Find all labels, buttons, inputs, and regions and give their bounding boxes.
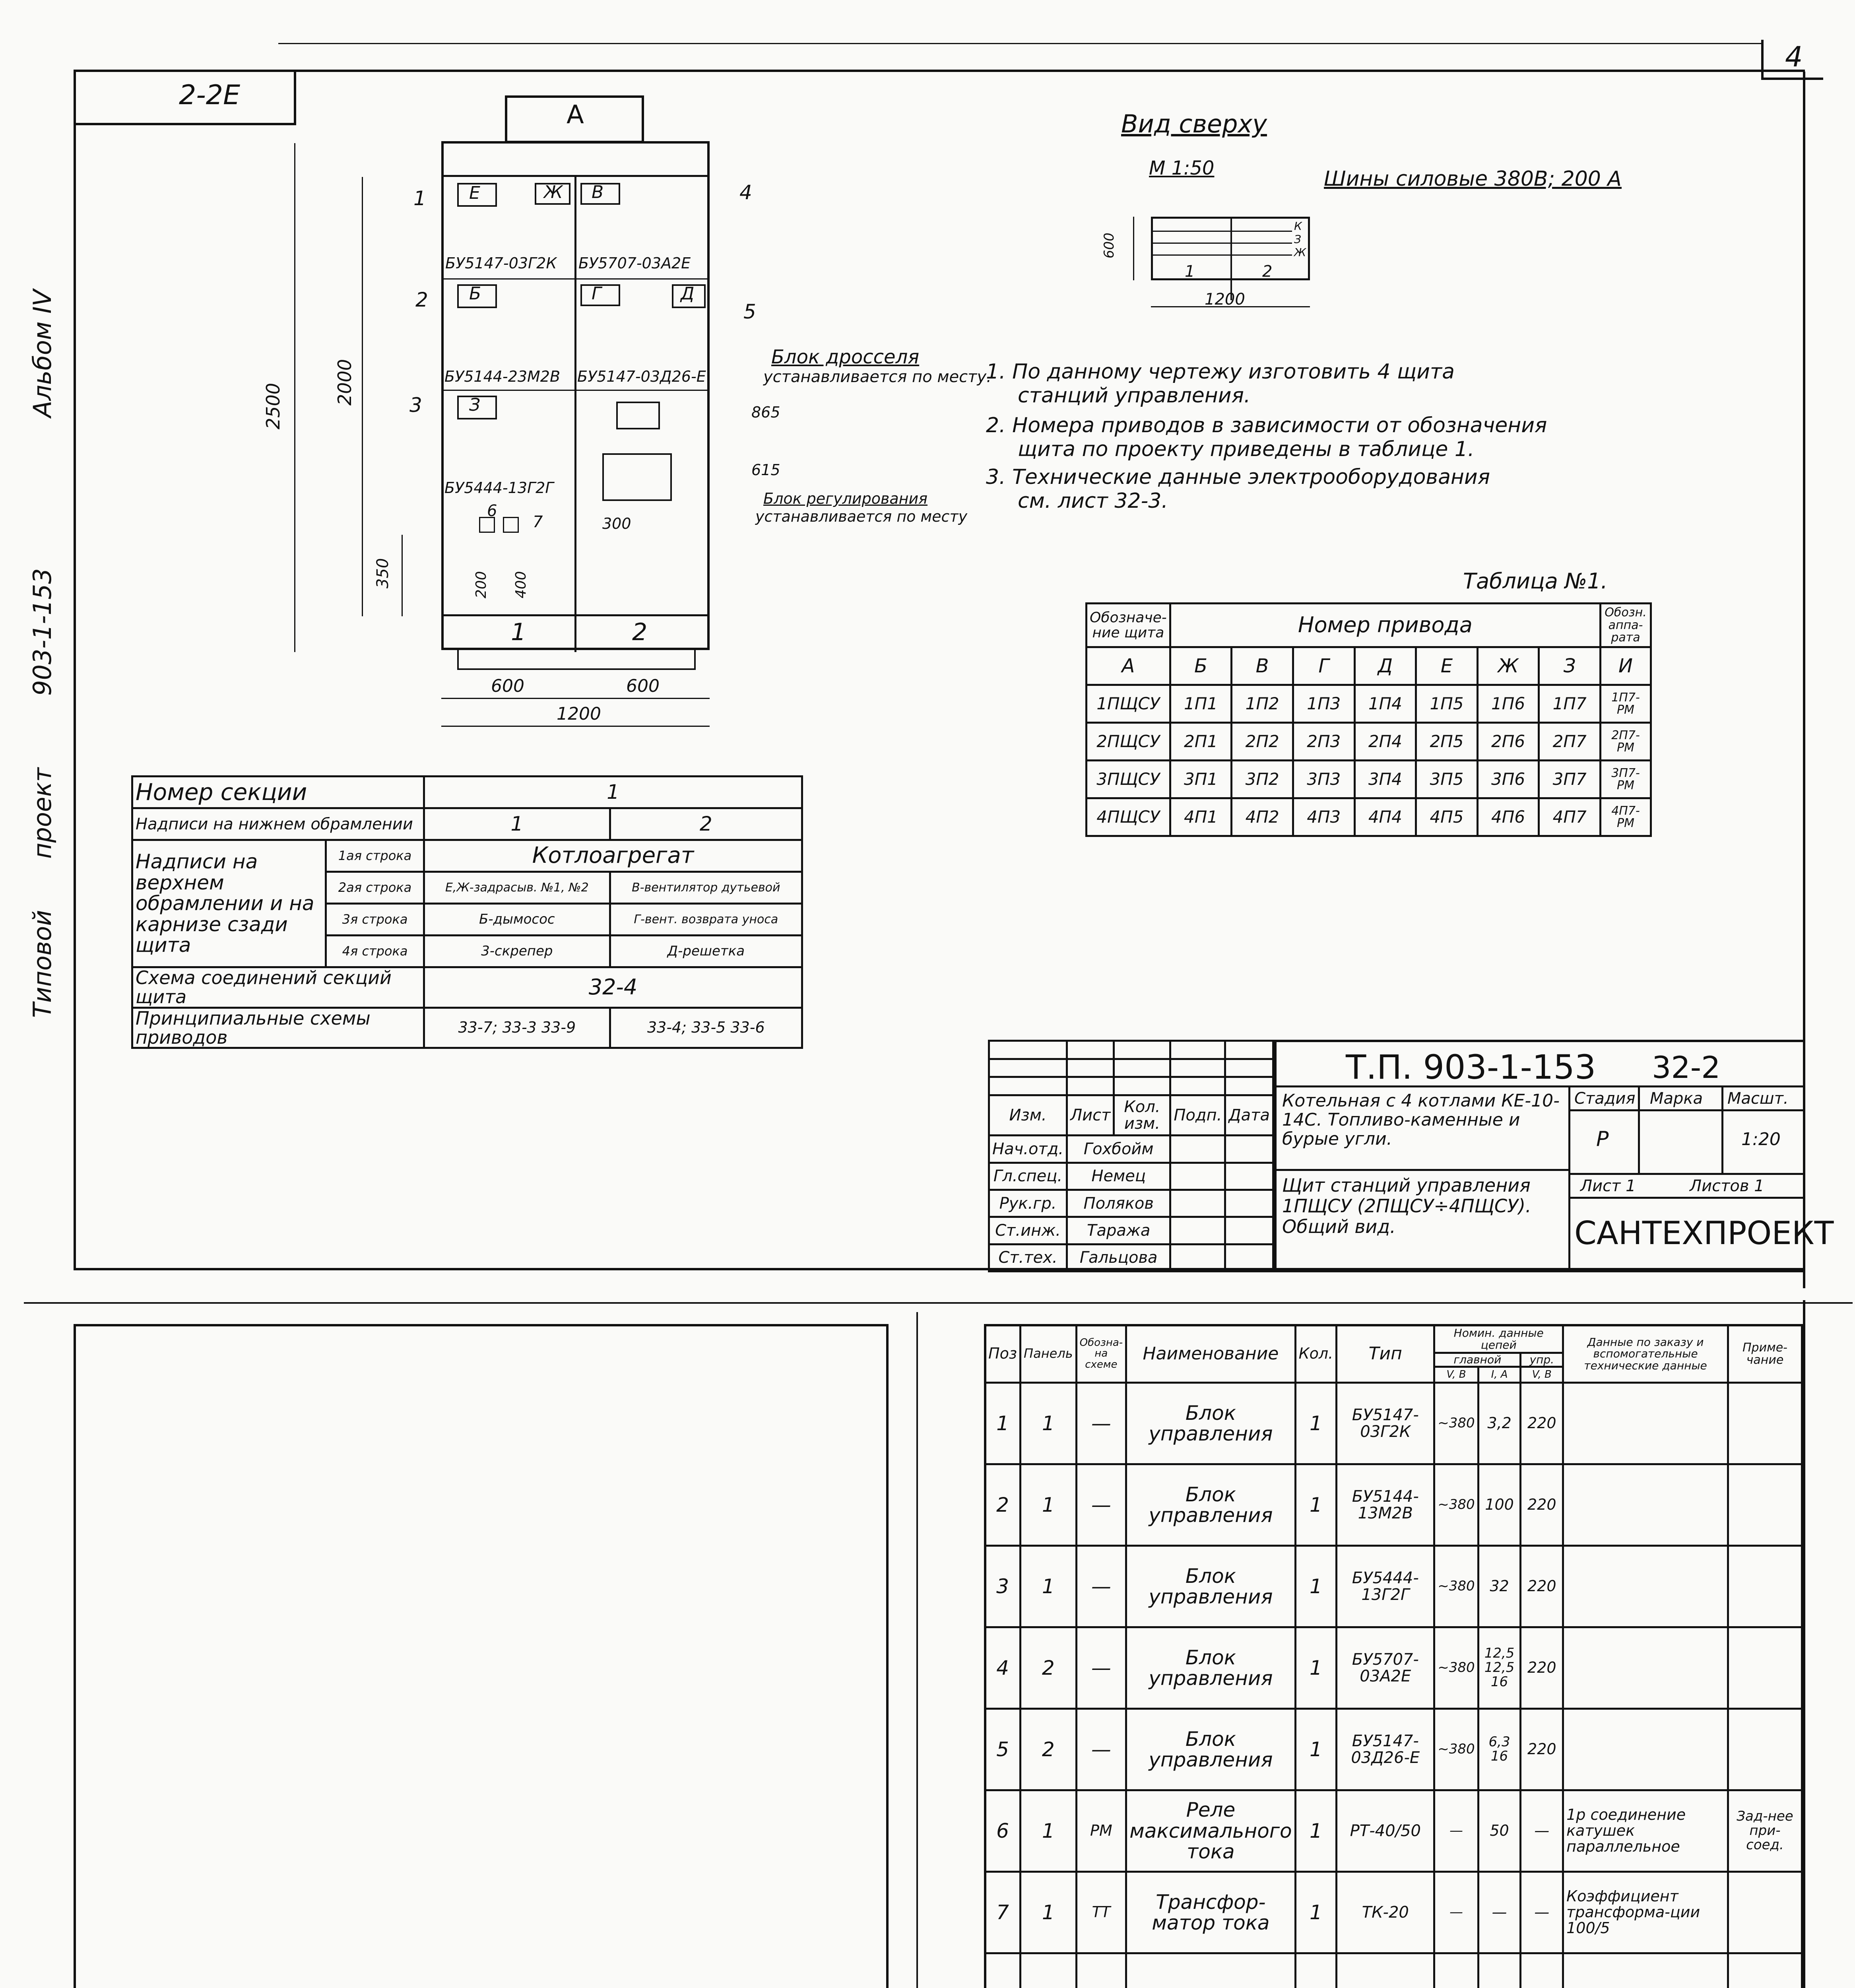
spec-cell: — xyxy=(1076,1546,1126,1627)
section-table xyxy=(131,775,803,1049)
spec-cell xyxy=(1563,1383,1728,1464)
row-label: 3я строка xyxy=(326,904,424,936)
table1-cell: 1ПЩСУ xyxy=(1087,685,1170,723)
table1-h-drive: Номер привода xyxy=(1170,604,1600,647)
table1-col: Г xyxy=(1293,647,1354,685)
bus-label-z: З xyxy=(1294,233,1301,246)
spec-cell: 220 xyxy=(1521,1464,1563,1546)
spec-cell: ~380 xyxy=(1434,1709,1478,1790)
spec-cell: 2 xyxy=(1021,1627,1077,1709)
spec-cell: Блок управления xyxy=(1126,1709,1295,1790)
spec-row xyxy=(985,1627,1802,1709)
lower-label: Надписи на нижнем обрамлении xyxy=(132,808,424,840)
spec-cell: БУ5147-03Д26-Е xyxy=(1337,1709,1434,1790)
dim-350-line xyxy=(402,535,403,616)
spec-table xyxy=(984,1324,1803,1988)
sheet-right-border-bottom xyxy=(1803,1300,1805,1988)
dim-1200: 1200 xyxy=(557,704,601,724)
bus-label-zh: Ж xyxy=(1294,246,1306,259)
cell-d-label: Д xyxy=(681,283,695,304)
table1-cell: 3П2 xyxy=(1232,761,1293,798)
row-value: 3-скрепер xyxy=(424,936,610,967)
spec-h-panel: Панель xyxy=(1021,1325,1077,1383)
spec-cell: 32 xyxy=(1478,1546,1521,1627)
table1-cell: 2П4 xyxy=(1354,723,1416,761)
callout-5: 5 xyxy=(743,300,756,323)
table1-title: Таблица №1. xyxy=(1463,569,1608,594)
spec-cell: 7 xyxy=(985,1872,1021,1953)
spec-h-a: I, А xyxy=(1478,1367,1521,1383)
spec-cell: Трансфор-матор тока xyxy=(1126,1872,1295,1953)
table1-cell: 3П1 xyxy=(1170,761,1232,798)
spec-cell: 2 xyxy=(985,1464,1021,1546)
section-h: Номер секции xyxy=(132,777,424,808)
table1-h-designation: Обозначе-ние щита xyxy=(1087,604,1170,647)
note-2: 2. Номера приводов в зависимости от обозначения xyxy=(986,414,1547,437)
spec-cell: 1 xyxy=(1295,1790,1337,1872)
sheet-code-label: 2-2Е xyxy=(179,80,241,111)
stamp1-rule-3 xyxy=(1568,1109,1803,1111)
spec-cell: 220 xyxy=(1521,1709,1563,1790)
spec-h-main: главной xyxy=(1434,1353,1521,1367)
table1-cell: 2П2 xyxy=(1232,723,1293,761)
row-value: Е,Ж-задрасыв. №1, №2 xyxy=(424,872,610,904)
spec-row xyxy=(985,1872,1802,1953)
table1-cell: 2ПЩСУ xyxy=(1087,723,1170,761)
table1-cell: 2П5 xyxy=(1416,723,1478,761)
spec-cell xyxy=(1728,1546,1802,1627)
spec-cell xyxy=(1728,1627,1802,1709)
spec-cell: 220 xyxy=(1521,1383,1563,1464)
table1-cell: 1П7 xyxy=(1539,685,1601,723)
top-view-bus-2 xyxy=(1153,243,1292,244)
stamp1-name: Немец xyxy=(1067,1163,1170,1190)
table1-cell: 2П7 xyxy=(1539,723,1601,761)
note-3: 3. Технические данные электрооборудования xyxy=(986,465,1490,489)
spec-cell: 1 xyxy=(1021,1790,1077,1872)
spec-cell: — xyxy=(1076,1627,1126,1709)
cabinet-plinth xyxy=(457,648,696,670)
callout-1: 1 xyxy=(413,187,426,210)
dim-2500: 2500 xyxy=(262,382,284,429)
side-project: проект xyxy=(28,767,57,859)
spec-cell: 1 xyxy=(1021,1464,1077,1546)
row-label: 4я строка xyxy=(326,936,424,967)
spec-cell: 1 xyxy=(1295,1546,1337,1627)
table1-cell: 3ПЩСУ xyxy=(1087,761,1170,798)
top-view-divider xyxy=(1230,217,1232,300)
stamp1-col: Подп. xyxy=(1170,1095,1225,1135)
page-number: 4 xyxy=(1785,41,1803,73)
spec-cell: РМ xyxy=(1076,1790,1126,1872)
spec-h-ctrl: упр. xyxy=(1521,1353,1563,1367)
table1-cell: 1П2 xyxy=(1232,685,1293,723)
callout-3: 3 xyxy=(409,394,422,417)
stamp1-col: Изм. xyxy=(989,1095,1067,1135)
spec-cell: 1 xyxy=(1021,1872,1077,1953)
spec-cell: ~380 xyxy=(1434,1383,1478,1464)
spec-cell: — xyxy=(1434,1872,1478,1953)
callout-6: 6 xyxy=(487,502,497,520)
spec-cell xyxy=(1563,1546,1728,1627)
panel-a-label: А xyxy=(567,100,584,130)
table1-cell: 2П6 xyxy=(1477,723,1539,761)
table1-cell: 3П7-РМ xyxy=(1601,761,1651,798)
stamp1-name: Таража xyxy=(1067,1217,1170,1244)
stamp1-vdiv xyxy=(1568,1085,1570,1272)
table1-col: Б xyxy=(1170,647,1232,685)
table1-col: Д xyxy=(1354,647,1416,685)
choke-block xyxy=(616,402,660,429)
top-view-scale: М 1:50 xyxy=(1149,157,1215,179)
stamp1-vdiv-3 xyxy=(1721,1085,1723,1173)
unit-4-label: БУ5707-03А2Е xyxy=(578,254,691,272)
spec-cell xyxy=(1563,1464,1728,1546)
stamp1-name: Гохбойм xyxy=(1067,1136,1170,1163)
spec-cell: 2 xyxy=(1021,1709,1077,1790)
spec-h-v2: V, В xyxy=(1521,1367,1563,1383)
sheet-separator xyxy=(24,1302,1853,1304)
spec-h-type: Тип xyxy=(1337,1325,1434,1383)
cell-e-label: Е xyxy=(469,183,480,203)
dim-300: 300 xyxy=(602,515,631,532)
spec-cell: 1 xyxy=(1295,1872,1337,1953)
spec-cell: 1 xyxy=(1295,1627,1337,1709)
note-1: 1. По данному чертежу изготовить 4 щита xyxy=(986,360,1455,384)
spec-cell: 3 xyxy=(985,1546,1021,1627)
sheet-mid-border xyxy=(916,1312,918,1988)
regulation-block xyxy=(602,453,672,501)
cell-v-label: В xyxy=(592,182,604,202)
top-view-bus-1 xyxy=(1153,231,1292,232)
spec-cell: — xyxy=(1076,1464,1126,1546)
stamp1-name: Поляков xyxy=(1067,1190,1170,1217)
spec-cell: — xyxy=(1434,1790,1478,1872)
stamp1-signatures xyxy=(988,1040,1274,1272)
spec-cell: Коэффициент трансформа-ции 100/5 xyxy=(1563,1872,1728,1953)
dim-2000-line xyxy=(362,177,363,616)
stamp1-rule-2 xyxy=(1274,1169,1568,1171)
dim-2000: 2000 xyxy=(334,359,355,406)
spec-cell: 50 xyxy=(1478,1790,1521,1872)
stamp1-rule-5 xyxy=(1568,1197,1803,1199)
lower-1: 1 xyxy=(424,808,610,840)
spec-cell: ТТ xyxy=(1076,1872,1126,1953)
spec-cell: 6,3 16 xyxy=(1478,1709,1521,1790)
dim-350: 350 xyxy=(374,558,392,588)
sheet-right-border-top xyxy=(1803,72,1805,1288)
table1-cell: 3П7 xyxy=(1539,761,1601,798)
row-value: Котлоагрегат xyxy=(424,840,802,872)
spec-empty-row xyxy=(985,1953,1802,1988)
table1-col: З xyxy=(1539,647,1601,685)
principal-label: Принципиальные схемы приводов xyxy=(132,1008,424,1048)
note-2b: щита по проекту приведены в таблице 1. xyxy=(1018,437,1475,461)
stamp1-org: САНТЕХПРОЕКТ xyxy=(1574,1215,1834,1252)
spec-cell: — xyxy=(1076,1709,1126,1790)
stamp1-desc2: Щит станций управления 1ПЩСУ (2ПЩСУ÷4ПЩСУ). Общий вид. xyxy=(1282,1175,1531,1237)
spec-cell xyxy=(1728,1383,1802,1464)
spec-cell: — xyxy=(1076,1383,1126,1464)
table1-cell: 3П6 xyxy=(1477,761,1539,798)
spec-cell: ~380 xyxy=(1434,1464,1478,1546)
regulation-note: устанавливается по месту xyxy=(755,508,968,525)
table1-col: А xyxy=(1087,647,1170,685)
table1-cell: 1П4 xyxy=(1354,685,1416,723)
row-value: В-вентилятор дутьевой xyxy=(610,872,802,904)
spec-cell: 1 xyxy=(985,1383,1021,1464)
unit-2-label: БУ5144-23М2В xyxy=(444,368,561,385)
spec-row xyxy=(985,1790,1802,1872)
bus-label-k: К xyxy=(1294,219,1302,233)
stamp1-col: Кол. изм. xyxy=(1114,1095,1170,1135)
row-label: 1ая строка xyxy=(326,840,424,872)
dim-200: 200 xyxy=(473,571,489,598)
unit-1-label: БУ5147-03Г2К xyxy=(445,254,557,272)
spec-cell: 220 xyxy=(1521,1546,1563,1627)
section-2-label: 2 xyxy=(632,618,648,646)
spec-cell xyxy=(1563,1627,1728,1709)
spec-cell: 1 xyxy=(1021,1546,1077,1627)
top-view-dim-600: 600 xyxy=(1101,233,1117,258)
spec-cell: Зад-нее при-соед. xyxy=(1728,1790,1802,1872)
table1-cell: 4П4 xyxy=(1354,798,1416,836)
top-view-dim-line xyxy=(1133,217,1134,280)
top-view-bus-3 xyxy=(1153,254,1292,256)
stamp1-sheet-lbl: Лист 1 xyxy=(1580,1177,1636,1195)
table1-cell: 3П3 xyxy=(1293,761,1354,798)
choke-note: устанавливается по месту. xyxy=(763,368,992,386)
callout-7: 7 xyxy=(533,513,543,531)
spec-cell: 1 xyxy=(1021,1383,1077,1464)
side-typical: Типовой xyxy=(28,910,57,1018)
spec-cell: Блок управления xyxy=(1126,1627,1295,1709)
table1-cell: 2П1 xyxy=(1170,723,1232,761)
spec-cell xyxy=(1728,1464,1802,1546)
spec-h-order: Данные по заказу и вспомогательные технические данные xyxy=(1563,1325,1728,1383)
spec-h-pos: Поз xyxy=(985,1325,1021,1383)
table1-col: Ж xyxy=(1477,647,1539,685)
spec-cell: БУ5144-13М2В xyxy=(1337,1464,1434,1546)
cabinet-top-band xyxy=(441,175,710,177)
stamp1-stage: Р xyxy=(1596,1127,1609,1151)
table1-cell: 1П6 xyxy=(1477,685,1539,723)
callout-4: 4 xyxy=(739,181,752,204)
spec-cell: — xyxy=(1478,1872,1521,1953)
stamp1-sheets-lbl: Листов 1 xyxy=(1690,1177,1764,1195)
spec-cell: 220 xyxy=(1521,1627,1563,1709)
dim-1200-line xyxy=(441,726,710,727)
table1-h-device: Обозн. аппа-рата xyxy=(1601,604,1651,647)
principal-1: 33-7; 33-3 33-9 xyxy=(424,1008,610,1048)
table1-cell: 4П7-РМ xyxy=(1601,798,1651,836)
dim-400: 400 xyxy=(513,571,529,598)
spec-cell: 12,5 12,5 16 xyxy=(1478,1627,1521,1709)
device-7 xyxy=(503,517,519,533)
row-value: Г-вент. возврата уноса xyxy=(610,904,802,936)
table1-cell: 4П7 xyxy=(1539,798,1601,836)
side-album: Альбом IV xyxy=(28,289,57,417)
table1-cell: 2П3 xyxy=(1293,723,1354,761)
blank-frame xyxy=(74,1324,889,1988)
unit-5-label: БУ5147-03Д26-Е xyxy=(577,368,706,385)
table1-cell: 1П1 xyxy=(1170,685,1232,723)
stamp1-col: Лист xyxy=(1067,1095,1114,1135)
stamp1-role: Гл.спец. xyxy=(989,1163,1067,1190)
spec-cell: БУ5147-03Г2К xyxy=(1337,1383,1434,1464)
stamp1-role: Нач.отд. xyxy=(989,1136,1067,1163)
spec-cell: 1 xyxy=(1295,1464,1337,1546)
spec-cell: ~380 xyxy=(1434,1627,1478,1709)
spec-cell: — xyxy=(1521,1872,1563,1953)
side-code: 903-1-153 xyxy=(28,568,57,696)
spec-cell: Реле максимального тока xyxy=(1126,1790,1295,1872)
cell-b-label: Б xyxy=(469,283,481,304)
unit-1-rule xyxy=(441,278,710,280)
table1-cell: 4П6 xyxy=(1477,798,1539,836)
unit-2-rule xyxy=(441,390,710,391)
spec-cell: 100 xyxy=(1478,1464,1521,1546)
table1-cell: 1П5 xyxy=(1416,685,1478,723)
dim-865: 865 xyxy=(751,404,780,421)
stamp1-sheet: 32-2 xyxy=(1652,1050,1721,1085)
stamp1-col: Дата xyxy=(1225,1095,1273,1135)
spec-h-v: V, В xyxy=(1434,1367,1478,1383)
upper-label: Надписи на верхнем обрамлении и на карнизе сзади щита xyxy=(132,840,326,967)
stamp1-rule-4 xyxy=(1568,1173,1803,1175)
note-1b: станций управления. xyxy=(1018,384,1251,408)
spec-cell: Блок управления xyxy=(1126,1383,1295,1464)
stamp-32-2 xyxy=(988,1040,1834,1272)
callout-2: 2 xyxy=(415,288,428,311)
spec-cell xyxy=(1563,1709,1728,1790)
spec-row xyxy=(985,1383,1802,1464)
note-3b: см. лист 32-3. xyxy=(1018,489,1168,513)
row-value: Б-дымосос xyxy=(424,904,610,936)
busbars-label: Шины силовые 380В; 200 А xyxy=(1324,167,1622,191)
principal-2: 33-4; 33-5 33-6 xyxy=(610,1008,802,1048)
table1-cell: 4П2 xyxy=(1232,798,1293,836)
table1-cell: 1П7-РМ xyxy=(1601,685,1651,723)
spec-cell: 5 xyxy=(985,1709,1021,1790)
spec-cell: БУ5444-13Г2Г xyxy=(1337,1546,1434,1627)
page-top-rule xyxy=(278,43,1761,44)
table1-col: И xyxy=(1601,647,1651,685)
dim-2500-line xyxy=(294,143,295,652)
stamp1-scale: 1:20 xyxy=(1741,1129,1781,1149)
spec-h-qty: Кол. xyxy=(1295,1325,1337,1383)
stamp1-role: Ст.инж. xyxy=(989,1217,1067,1244)
row-label: 2ая строка xyxy=(326,872,424,904)
stamp1-vdiv-2 xyxy=(1638,1085,1640,1173)
cell-g-label: Г xyxy=(592,283,602,304)
spec-h-note: Приме-чание xyxy=(1728,1325,1802,1383)
section-no: 1 xyxy=(424,777,802,808)
spec-h-rated: Номин. данные цепей xyxy=(1434,1325,1563,1353)
cabinet-divider xyxy=(574,175,576,652)
stamp1-desc1: Котельная с 4 котлами КЕ-10-14С. Топливо-каменные и бурые угли. xyxy=(1282,1091,1560,1149)
spec-cell: 1р соединение катушек параллельное xyxy=(1563,1790,1728,1872)
spec-h-name: Наименование xyxy=(1126,1325,1295,1383)
spec-cell xyxy=(1728,1709,1802,1790)
section-1-label: 1 xyxy=(511,618,526,646)
top-view-dim-1200: 1200 xyxy=(1205,290,1245,309)
dim-615: 615 xyxy=(751,461,780,479)
spec-cell: Блок управления xyxy=(1126,1464,1295,1546)
stamp1-code: Т.П. 903-1-153 xyxy=(1346,1048,1596,1087)
spec-cell: Блок управления xyxy=(1126,1546,1295,1627)
table1-cell: 2П7-РМ xyxy=(1601,723,1651,761)
table1-cell: 4П1 xyxy=(1170,798,1232,836)
stamp1-role: Рук.гр. xyxy=(989,1190,1067,1217)
table1-cell: 3П5 xyxy=(1416,761,1478,798)
dim-600-left: 600 xyxy=(491,676,524,696)
table1-cell: 1П3 xyxy=(1293,685,1354,723)
spec-cell: ТК-20 xyxy=(1337,1872,1434,1953)
spec-cell: РТ-40/50 xyxy=(1337,1790,1434,1872)
table1-col: Е xyxy=(1416,647,1478,685)
top-view-title: Вид сверху xyxy=(1121,109,1267,138)
stamp1-name: Гальцова xyxy=(1067,1244,1170,1271)
top-view-label-1: 1 xyxy=(1185,262,1195,281)
row-value: Д-решетка xyxy=(610,936,802,967)
cell-zh-label: Ж xyxy=(544,182,563,202)
spec-cell: 1 xyxy=(1295,1383,1337,1464)
dim-600-line xyxy=(441,698,710,699)
dim-600-right: 600 xyxy=(626,676,660,696)
table1-cell: 4П3 xyxy=(1293,798,1354,836)
cell-z-label: З xyxy=(469,395,481,415)
stamp1-role: Ст.тех. xyxy=(989,1244,1067,1271)
table1-cell: 4П5 xyxy=(1416,798,1478,836)
top-view-label-2: 2 xyxy=(1262,262,1273,281)
table1-col: В xyxy=(1232,647,1293,685)
spec-cell xyxy=(1728,1872,1802,1953)
cabinet-bottom-band xyxy=(441,614,710,616)
scheme-label: Схема соединений секций щита xyxy=(132,967,424,1008)
spec-cell: 3,2 xyxy=(1478,1383,1521,1464)
table1-cell: 3П4 xyxy=(1354,761,1416,798)
spec-cell: 1 xyxy=(1295,1709,1337,1790)
drive-table xyxy=(1085,602,1652,837)
scheme-value: 32-4 xyxy=(424,967,802,1008)
spec-cell: БУ5707-03А2Е xyxy=(1337,1627,1434,1709)
spec-row xyxy=(985,1464,1802,1546)
unit-3-label: БУ5444-13Г2Г xyxy=(444,479,554,497)
spec-cell: 6 xyxy=(985,1790,1021,1872)
spec-row xyxy=(985,1709,1802,1790)
spec-cell: ~380 xyxy=(1434,1546,1478,1627)
stamp1-h-scale: Масшт. xyxy=(1727,1089,1789,1108)
spec-h-desig: Обозна-на схеме xyxy=(1076,1325,1126,1383)
spec-cell: 4 xyxy=(985,1627,1021,1709)
spec-cell: — xyxy=(1521,1790,1563,1872)
regulation-label: Блок регулирования xyxy=(763,490,928,507)
lower-2: 2 xyxy=(610,808,802,840)
table1-cell: 4ПЩСУ xyxy=(1087,798,1170,836)
stamp1-h-mark: Марка xyxy=(1650,1089,1703,1108)
choke-label: Блок дросселя xyxy=(771,346,920,368)
stamp1-h-stage: Стадия xyxy=(1574,1089,1636,1108)
spec-row xyxy=(985,1546,1802,1627)
